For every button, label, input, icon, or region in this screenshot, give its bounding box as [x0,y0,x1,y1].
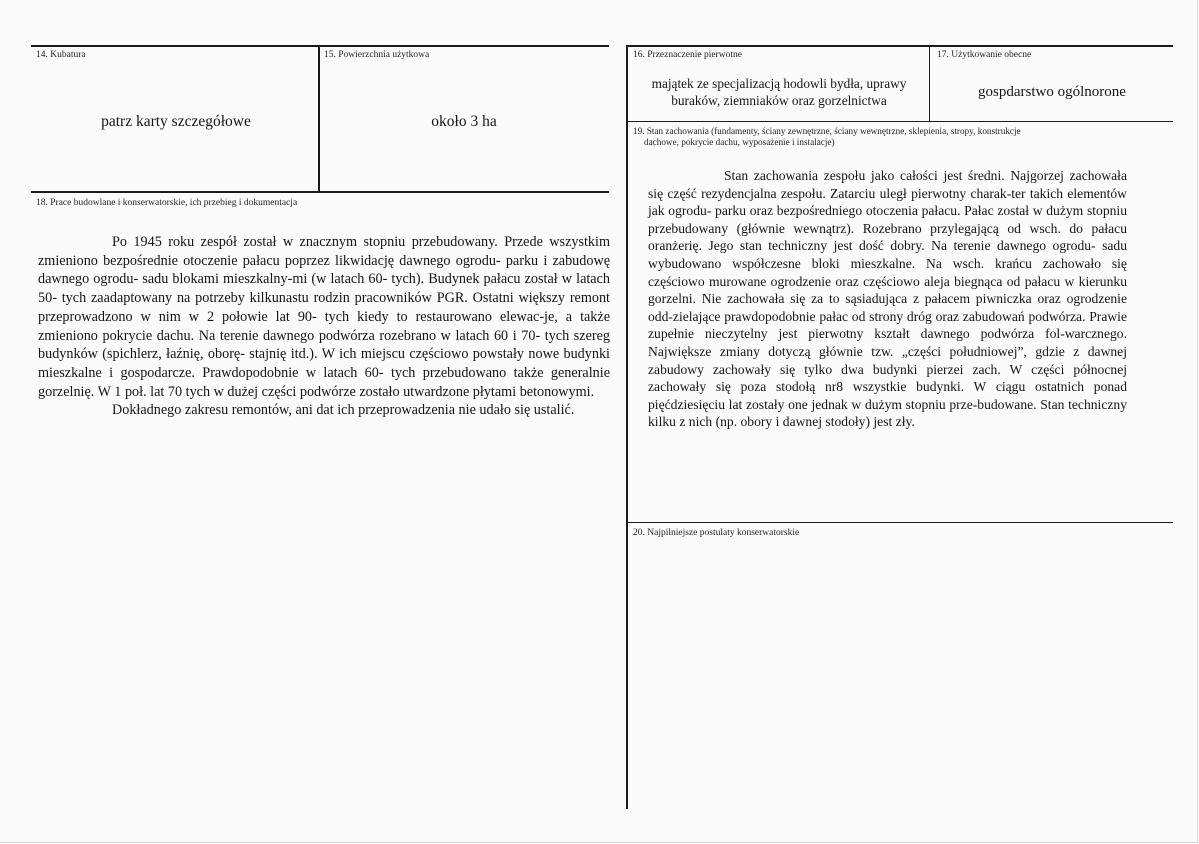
field-17-label: 17. Użytkowanie obecne [937,50,1032,60]
field-18-paragraph-2: Dokładnego zakresu remontów, ani dat ich przeprowadzenia nie udało się ustalić. [112,402,575,419]
top-rule-right [626,45,1173,47]
rule-above-field-18 [31,191,609,193]
field-18-paragraph-1: Po 1945 roku zespół został w znacznym stopniu przebudowany. Przede wszystkim zmieniono bezpośrednie otoczenie pałacu poprzez likwidację dawnego ogrodu- parku i zabudowę dawnego ogrodu- sadu blokami mieszkalny-mi (w latach 60- tych). Budynek pałacu został w latach 50- tych zaadaptowany na potrzeby kilkunastu rodzin pracowników PGR. Ostatni większy remont przeprowadzono w nim w 2 połowie lat 90- tych kiedy to restaurowano elewac-je, a także zmieniono pokrycie dachu. Na terenie dawnego podwórza rozebrano w latach 60 i 70- tych szereg budynków (spichlerz, łaźnię, oborę- stajnię itd.). W ich miejscu częściowo powstały nowe budynki mieszkalne i gospodarcze. Prawdopodobnie w latach 60- tych przebudowano także generalnie gorzelnię. W 1 poł. lat 70 tych w dużej części podwórze zostało utwardzone płytami betonowymi. [38,234,610,400]
field-16-value [630,75,928,109]
field-19-paragraph: Stan zachowania zespołu jako całości jest średni. Najgorzej zachowała się część rezydencjalna zespołu. Zatarciu uległ pierwotny charak-ter takich elementów jak ogrodu- parku oraz bezpośredniego otoczenia pałacu. Pałac został w dużym stopniu przebudowany (głównie wewnątrz). Rozebrano przylegającą od wsch. do pałacu oranżerię. Jego stan techniczny jest dość dobry. Na terenie dawnego ogrodu- sadu wybudowano współczesne bloki mieszkalne. Na wsch. krańcu zachowało się częściowo murowane ogrodzenie oraz częściowo aleja biegnąca od pałacu w kierunku gorzelni. Nie zachowała się za to sąsiadująca z pałacem piwniczka oraz ogrodzenie odd-zielające prawdopodobnie pałac od strony dróg oraz zabudowań podwórza. Prawie zupełnie nieczytelny jest pierwotny kształt dawnego podwórza fol-warcznego. Największe zmiany dotyczą głównie tzw. „części południowej”, gdzie z dawnej zabudowy zachowały się tylko dwa budynki pierzei zach. W części północnej zachowały się poza stodołą nr8 wszystkie budynki. W ciągu ostatnich ponad pięćdziesięciu lat zostały one jednak w dużym stopniu prze-budowane. Stan techniczny kilku z nich (np. obory i dawnej stodoły) jest zły. [648,168,1127,430]
top-rule-left [31,45,609,47]
divider-field-14-15 [318,45,320,192]
field-19-label-line-2: dachowe, pokrycie dachu, wyposażenie i instalacje) [644,137,835,147]
rule-above-field-19 [626,121,1173,122]
field-16-value-line-1: majątek ze specjalizacją hodowli bydła, uprawy [651,76,907,91]
field-16-label: 16. Przeznaczenie pierwotne [633,50,742,60]
field-14-value: patrz karty szczegółowe [101,113,251,130]
field-16-value-line-2: buraków, ziemniaków oraz gorzelnictwa [671,93,887,108]
field-19-label-line-1: 19. Stan zachowania (fundamenty, ściany zewnętrzne, ściany wewnętrzne, sklepienia, stropy, konstrukcje [633,126,1021,136]
field-18-text [38,233,610,420]
main-column-divider [626,45,628,809]
divider-field-16-17 [929,45,930,122]
field-19-text [648,167,1127,431]
field-19-label [633,126,1021,148]
rule-above-field-20 [626,522,1173,523]
field-15-label: 15. Powierzchnia użytkowa [324,50,430,60]
field-17-value: gospdarstwo ogólnorone [978,84,1126,100]
field-18-label: 18. Prace budowlane i konserwatorskie, ich przebieg i dokumentacja [36,198,298,208]
field-15-value: około 3 ha [431,113,497,130]
field-20-label: 20. Najpilniejsze postulaty konserwatorskie [633,528,800,538]
field-14-label: 14. Kubatura [36,50,86,60]
